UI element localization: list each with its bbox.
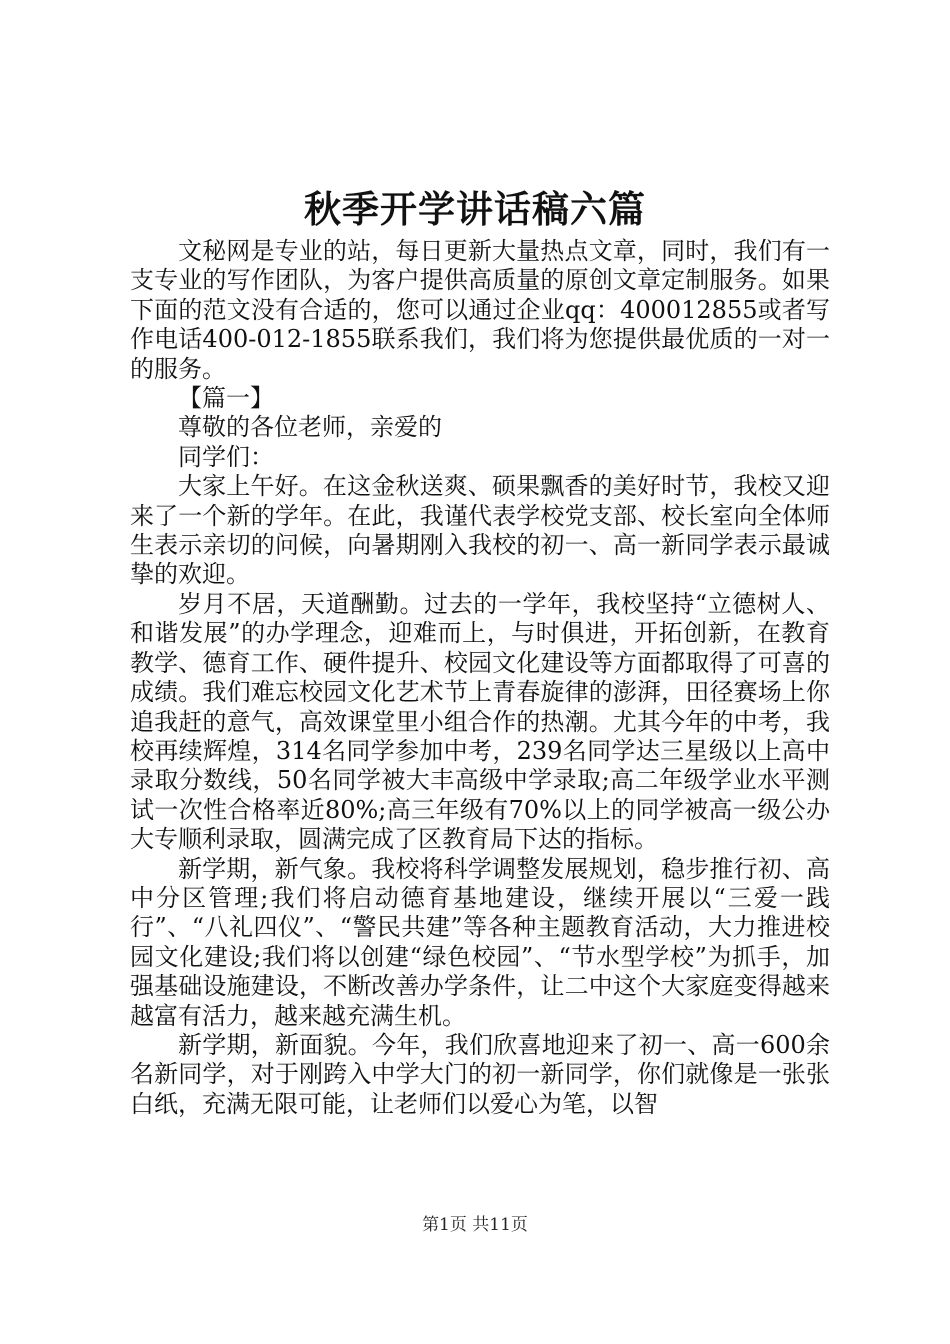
body-paragraph: 大家上午好。在这金秋送爽、硕果飘香的美好时节，我校又迎来了一个新的学年。在此，我谨代表学校党支部、校长室向全体师生表示亲切的问候，向暑期刚入我校的初一、高一新同学表示最诚挚的欢迎。: [130, 472, 830, 589]
document-body: [130, 237, 830, 1119]
salutation-line: 尊敬的各位老师，亲爱的: [178, 413, 442, 442]
document-title: 秋季开学讲话稿六篇: [304, 187, 646, 231]
section-heading: 【篇一】: [178, 384, 274, 413]
salutation-line: 同学们：: [178, 442, 274, 471]
intro-paragraph: 文秘网是专业的站，每日更新大量热点文章，同时，我们有一支专业的写作团队，为客户提供高质量的原创文章定制服务。如果下面的范文没有合适的，您可以通过企业qq：400012855或者写作电话400-012-1855联系我们，我们将为您提供最优质的一对一的服务。: [130, 237, 830, 383]
body-paragraph: 新学期，新气象。我校将科学调整发展规划，稳步推行初、高中分区管理;我们将启动德育基地建设，继续开展以“三爱一践行”、“八礼四仪”、“警民共建”等各种主题教育活动，大力推进校园文化建设;我们将以创建“绿色校园”、“节水型学校”为抓手，加强基础设施建设，不断改善办学条件，让二中这个大家庭变得越来越富有活力，越来越充满生机。: [130, 854, 830, 1030]
page-number: 第1页 共11页: [422, 1215, 528, 1235]
body-paragraph: 岁月不居，天道酬勤。过去的一学年，我校坚持“立德树人、和谐发展”的办学理念，迎难而上，与时俱进，开拓创新，在教育教学、德育工作、硬件提升、校园文化建设等方面都取得了可喜的成绩。我们难忘校园文化艺术节上青春旋律的澎湃，田径赛场上你追我赶的意气，高效课堂里小组合作的热潮。尤其今年的中考，我校再续辉煌，314名同学参加中考，239名同学达三星级以上高中录取分数线，50名同学被大丰高级中学录取;高二年级学业水平测试一次性合格率近80%;高三年级有70%以上的同学被高一级公办大专顺利录取，圆满完成了区教育局下达的指标。: [130, 589, 830, 854]
body-paragraph: 新学期，新面貌。今年，我们欣喜地迎来了初一、高一600余名新同学，对于刚跨入中学大门的初一新同学，你们就像是一张张白纸，充满无限可能，让老师们以爱心为笔，以智: [130, 1030, 830, 1118]
